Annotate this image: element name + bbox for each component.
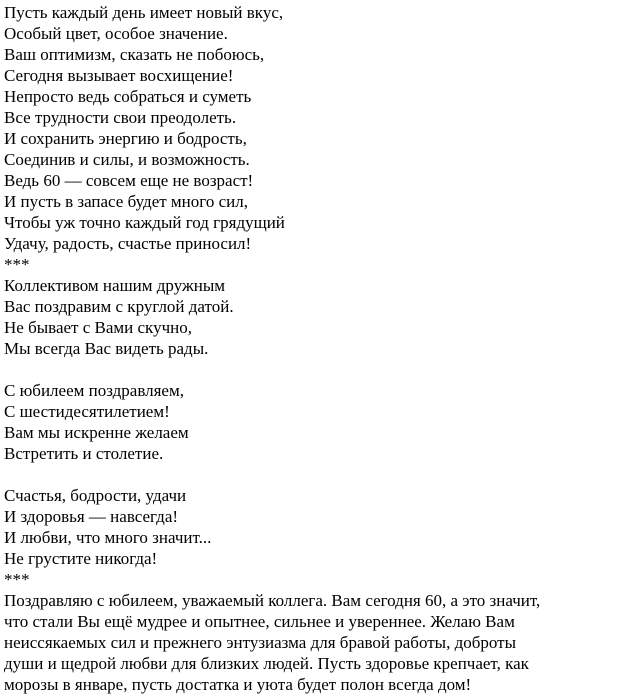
poem-line: И сохранить энергию и бодрость, bbox=[4, 129, 247, 148]
poem-line: Не бывает с Вами скучно, bbox=[4, 318, 192, 337]
poem-line: Коллективом нашим дружным bbox=[4, 276, 225, 295]
poem-line: Соединив и силы, и возможность. bbox=[4, 150, 250, 169]
poem-line: И пусть в запасе будет много сил, bbox=[4, 192, 248, 211]
poem-2-stanza-3 bbox=[4, 485, 616, 569]
poem-2-stanza-1 bbox=[4, 275, 616, 359]
poem-line: Не грустите никогда! bbox=[4, 549, 158, 568]
poem-line: С юбилеем поздравляем, bbox=[4, 381, 184, 400]
separator-2: *** bbox=[4, 570, 30, 589]
poem-line: Пусть каждый день имеет новый вкус, bbox=[4, 3, 284, 22]
prose-line: что стали Вы ещё мудрее и опытнее, сильнее и увереннее. Желаю Вам bbox=[4, 612, 515, 631]
stanza-gap bbox=[4, 464, 616, 485]
greeting-document bbox=[4, 2, 616, 695]
prose-line: неиссякаемых сил и прежнего энтузиазма для бравой работы, доброты bbox=[4, 633, 517, 652]
prose-greeting bbox=[4, 590, 616, 695]
poem-1 bbox=[4, 2, 616, 254]
poem-2 bbox=[4, 275, 616, 569]
poem-line: Все трудности свои преодолеть. bbox=[4, 108, 237, 127]
prose-line: морозы в январе, пусть достатка и уюта будет полон всегда дом! bbox=[4, 675, 472, 694]
prose-line: души и щедрой любви для близких людей. Пусть здоровье крепчает, как bbox=[4, 654, 529, 673]
poem-line: Встретить и столетие. bbox=[4, 444, 164, 463]
poem-2-stanza-2 bbox=[4, 380, 616, 464]
prose-line: Поздравляю с юбилеем, уважаемый коллега. Вам сегодня 60, а это значит, bbox=[4, 591, 541, 610]
poem-line: Удачу, радость, счастье приносил! bbox=[4, 234, 252, 253]
poem-line: Сегодня вызывает восхищение! bbox=[4, 66, 234, 85]
separator-1: *** bbox=[4, 255, 30, 274]
poem-line: Вас поздравим с круглой датой. bbox=[4, 297, 234, 316]
poem-line: Чтобы уж точно каждый год грядущий bbox=[4, 213, 285, 232]
poem-line: И любви, что много значит... bbox=[4, 528, 212, 547]
stanza-gap bbox=[4, 359, 616, 380]
poem-line: Мы всегда Вас видеть рады. bbox=[4, 339, 209, 358]
poem-line: С шестидесятилетием! bbox=[4, 402, 170, 421]
poem-line: Счастья, бодрости, удачи bbox=[4, 486, 187, 505]
poem-line: Непросто ведь собраться и суметь bbox=[4, 87, 252, 106]
poem-line: Ваш оптимизм, сказать не побоюсь, bbox=[4, 45, 265, 64]
poem-line: Вам мы искренне желаем bbox=[4, 423, 189, 442]
poem-line: И здоровья — навсегда! bbox=[4, 507, 179, 526]
poem-line: Ведь 60 — совсем еще не возраст! bbox=[4, 171, 254, 190]
poem-line: Особый цвет, особое значение. bbox=[4, 24, 228, 43]
